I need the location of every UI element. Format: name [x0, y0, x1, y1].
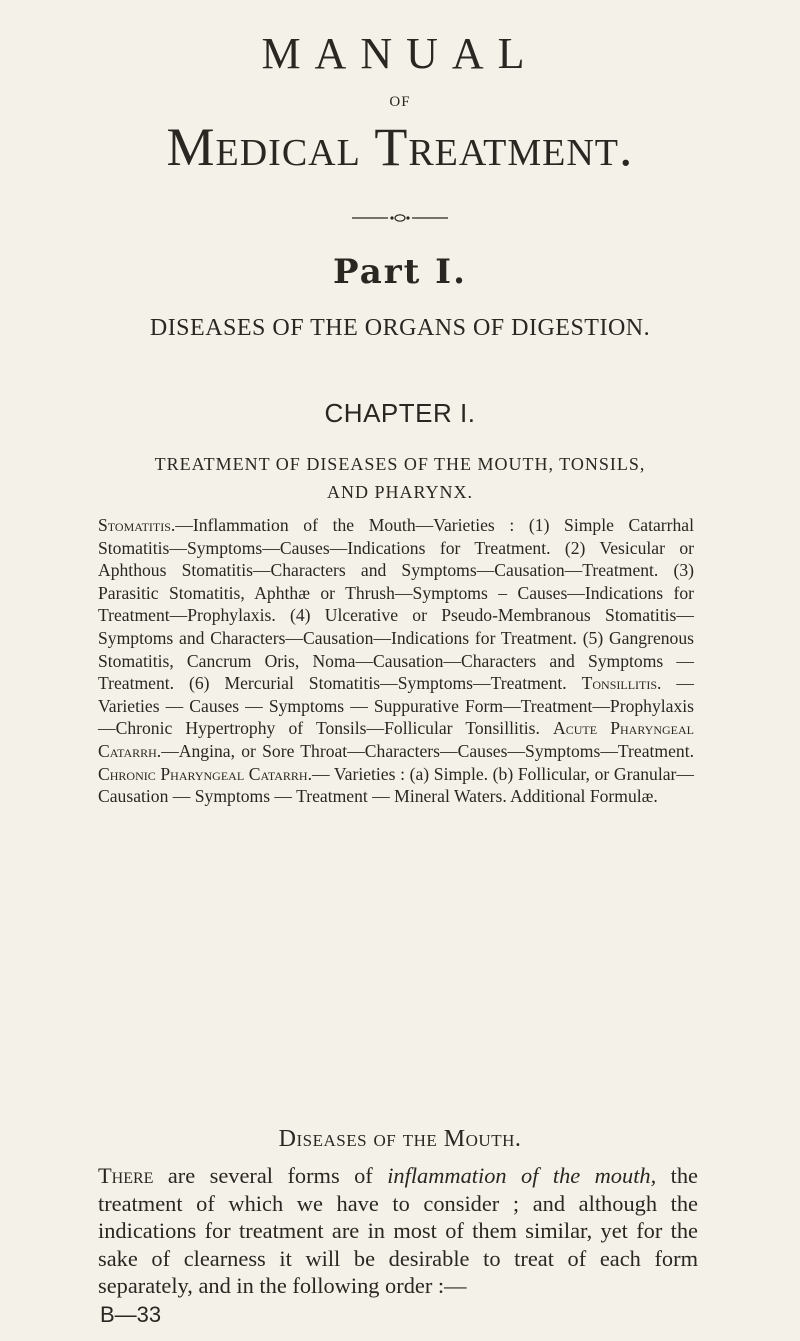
- summary-acute-text: —Angina, or Sore Throat—Characters—Causes—Symptoms—Treatment.: [161, 740, 694, 761]
- book-title: Medical Treatment.: [166, 117, 634, 177]
- body-lead-word: There: [98, 1163, 154, 1188]
- signature-mark: B—33: [100, 1302, 162, 1327]
- summary-chronic-text: — Varieties : (a) Simple. (b) Follicular, or Granular—Causation — Symptoms — Treatment — Mineral Waters. Additional Formulæ.: [98, 763, 694, 807]
- summary-tonsillitis-text: — Varieties — Causes — Symptoms — Suppurative Form—Treatment—Prophylaxis—Chronic Hypertrophy of Tonsils—Follicular Tonsillitis.: [98, 673, 694, 739]
- summary-stomatitis-text: —Inflammation of the Mouth—Varieties : (1) Simple Catarrhal Stomatitis—Symptoms—Causes—Indications for Treatment. (2) Vesicular or Aphthous Stomatitis—Characters and Symptoms—Causation—Treatment. (3) Parasitic Stomatitis, Aphthæ or Thrush—Symptoms – Causes—Indications for Treatment—Prophylaxis. (4) Ulcerative or Pseudo-Membranous Stomatitis—Symptoms and Characters—Causation—Indications for Treatment. (5) Gangrenous Stomatitis, Cancrum Oris, Noma—Causation—Characters and Symptoms —Treatment. (6) Mercurial Stomatitis—Symptoms—Treatment.: [98, 515, 694, 694]
- manual-heading: MANUAL: [261, 29, 539, 78]
- part-heading: Part I.: [333, 252, 467, 292]
- chapter-summary: [98, 514, 694, 808]
- section-heading: Diseases of the Mouth.: [278, 1126, 522, 1152]
- part-title: DISEASES OF THE ORGANS OF DIGESTION.: [149, 315, 651, 341]
- body-text-2: the treatment of which we have to consider ; and although the indications for treatment are in most of them similar, yet for the sake of clearness it will be desirable to treat of each form separately, and in the following order :—: [98, 1163, 698, 1298]
- chapter-title-line-2: AND PHARYNX.: [326, 482, 473, 502]
- chapter-heading: CHAPTER I.: [324, 398, 476, 428]
- body-text-1: are several forms of: [153, 1163, 388, 1188]
- body-italic-phrase: inflammation of the mouth,: [387, 1163, 657, 1188]
- summary-acute-label: Acute Pharyngeal Catarrh.: [98, 718, 695, 761]
- of-label: OF: [389, 94, 411, 110]
- divider-ornament-icon: [352, 213, 448, 223]
- chapter-title-line-1: TREATMENT OF DISEASES OF THE MOUTH, TONSILS,: [154, 454, 646, 474]
- body-paragraph: [98, 1162, 698, 1300]
- summary-tonsillitis-label: Tonsillitis.: [581, 673, 662, 694]
- summary-chronic-label: Chronic Pharyngeal Catarrh.: [98, 763, 312, 784]
- summary-stomatitis-label: Stomatitis.: [98, 515, 176, 535]
